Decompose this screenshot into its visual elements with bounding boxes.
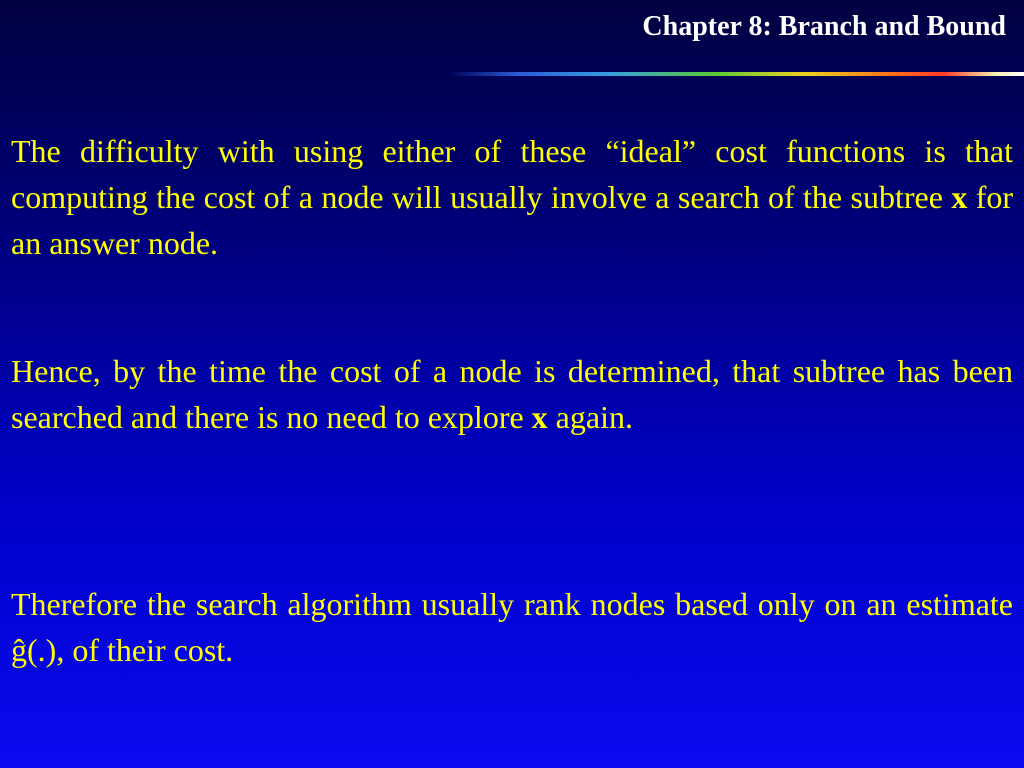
variable-x: x <box>531 399 548 435</box>
slide-title: Chapter 8: Branch and Bound <box>642 11 1006 42</box>
paragraph-text: Hence, by the time the cost of a node is determined, that subtree has been searched and there is no need to explore <box>11 353 1013 435</box>
paragraph-estimate: Therefore the search algorithm usually rank nodes based only on an estimate ĝ(.), of their cost. <box>11 586 1013 668</box>
variable-x: x <box>951 179 968 215</box>
paragraph-text: The difficulty with using either of these “ideal” cost functions is that computing the cost of a node will usually involve a search of the subtree <box>11 133 1013 215</box>
paragraph-subtree-searched <box>11 348 1013 440</box>
paragraph-text: for an answer node. <box>11 179 1014 261</box>
title-divider-rule <box>448 72 1024 76</box>
paragraph-cost-difficulty <box>11 128 1013 266</box>
paragraph-text: again. <box>547 399 633 435</box>
